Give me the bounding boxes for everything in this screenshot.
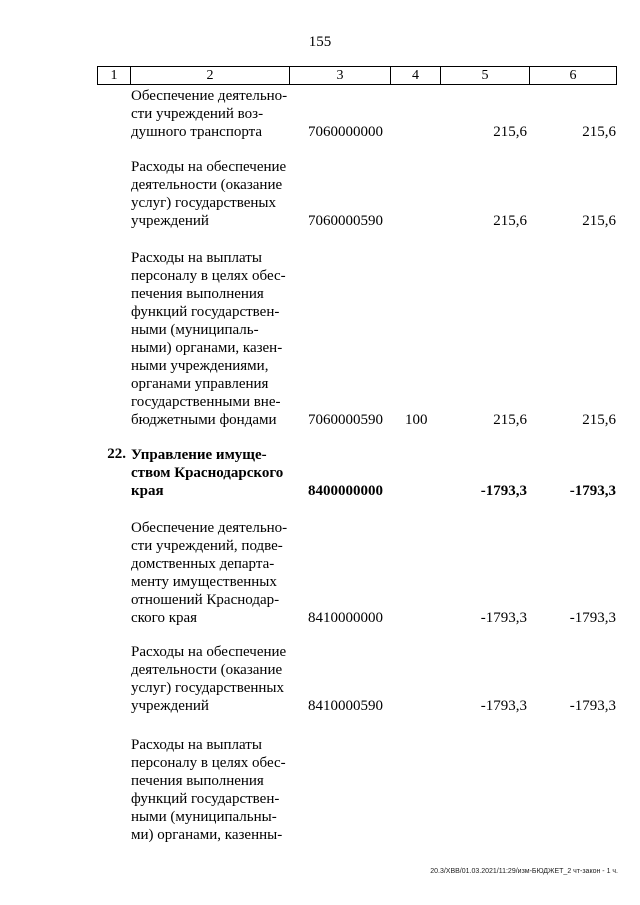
row-value-6: -1793,3	[569, 483, 616, 499]
row-code: 7060000590	[308, 213, 383, 229]
row-value-5: -1793,3	[480, 698, 527, 714]
row-description: Расходы на обеспечение деятельности (оказание услуг) государственных учреждений	[131, 644, 287, 714]
document-footer-stamp: 20.3/ХВВ/01.03.2021/11:29/изм-БЮДЖЕТ_2 чт-закон - 1 ч.	[430, 868, 618, 875]
row-column-4: 100	[405, 412, 428, 428]
row-description: Расходы на обеспечение деятельности (оказание услуг) государственых учреждений	[131, 159, 287, 229]
row-description: Обеспечение деятельно- сти учреждений, подве- домственных департа- менту имущественных отношений Краснодар- ского края	[131, 520, 288, 626]
row-value-5: -1793,3	[480, 483, 527, 499]
row-value-6: 215,6	[582, 412, 616, 428]
column-header-5: 5	[441, 67, 530, 84]
section-number: 22.	[107, 446, 126, 462]
row-description: Управление имуще- ством Краснодарского края	[131, 447, 284, 499]
row-value-6: -1793,3	[569, 698, 616, 714]
row-value-6: -1793,3	[569, 610, 616, 626]
column-header-4: 4	[391, 67, 441, 84]
row-code: 7060000000	[308, 124, 383, 140]
column-header-3: 3	[290, 67, 391, 84]
row-value-5: 215,6	[493, 124, 527, 140]
row-code: 8410000590	[308, 698, 383, 714]
row-value-5: 215,6	[493, 412, 527, 428]
page-number: 155	[308, 34, 332, 50]
table-column-header	[97, 66, 617, 85]
column-header-6: 6	[569, 68, 577, 83]
row-value-6: 215,6	[582, 213, 616, 229]
row-code: 7060000590	[308, 412, 383, 428]
row-value-5: 215,6	[493, 213, 527, 229]
row-description: Расходы на выплаты персоналу в целях обес- печения выполнения функций государствен- ными (муниципаль- ными) органами, казен- ными учреждениями, органами управления государственными вне- бюджетными фондами	[131, 250, 286, 428]
row-value-6: 215,6	[582, 124, 616, 140]
row-code: 8410000000	[308, 610, 383, 626]
column-header-1: 1	[98, 67, 131, 84]
row-description: Расходы на выплаты персоналу в целях обес- печения выполнения функций государствен- ными (муниципальны- ми) органами, казенны-	[131, 737, 286, 843]
column-header-2: 2	[131, 67, 290, 84]
row-value-5: -1793,3	[480, 610, 527, 626]
row-description: Обеспечение деятельно- сти учреждений воз- душного транспорта	[131, 88, 288, 140]
row-code: 8400000000	[308, 483, 383, 499]
